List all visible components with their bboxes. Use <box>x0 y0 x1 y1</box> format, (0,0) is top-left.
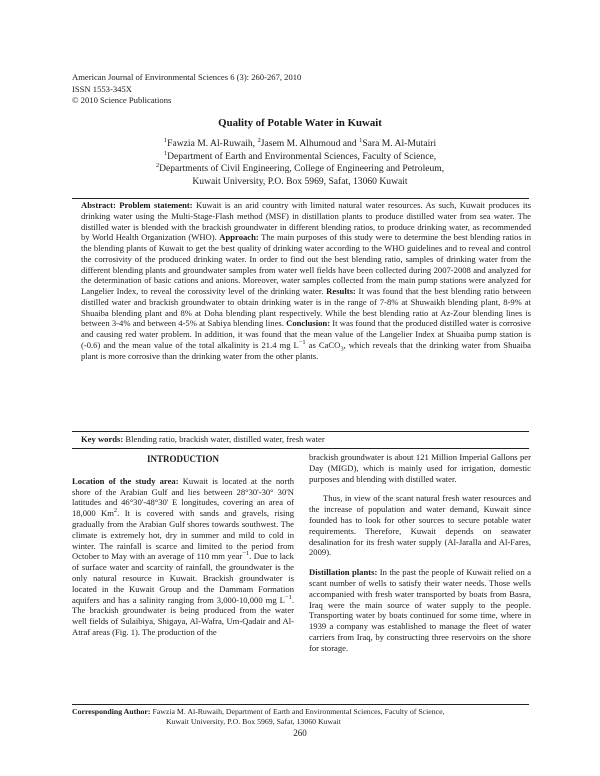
author-1-mark: 1 <box>163 136 168 144</box>
author-names <box>0 138 600 151</box>
problem-statement-label: Problem statement: <box>119 200 193 210</box>
author-block <box>0 138 600 188</box>
location-label: Location of the study area: <box>72 475 179 486</box>
location-paragraph <box>72 476 294 638</box>
location-sup-a: 2 <box>113 507 118 515</box>
footnote-line-2: Kuwait University, P.O. Box 5969, Safat, 13060 Kuwait <box>166 716 341 726</box>
footnote-label: Corresponding Author: <box>72 707 151 716</box>
location-text-b: . It is covered with sands and gravels, rising gradually from the Arabian Gulf shores towards southwest. The climate is extremely hot, dry in summer and mild to cold in winter. The rainfall is scarce and limited to the period from October to May with an average of 110 mm year <box>72 508 294 562</box>
conclusion-label: Conclusion: <box>286 318 331 329</box>
affiliation-2-address: Kuwait University, P.O. Box 5969, Safat, 13060 Kuwait <box>192 175 408 187</box>
distillation-text: In the past the people of Kuwait relied on a scant number of wells to satisfy their water needs. Those wells accompanied with fresh water transported by boats from Basra, Iraq were the main source of water supply to the people. Transporting water by boats continued for some time, where in 1939 a company was established to manage the fleet of water carriers from Iraq, by constructing three reservoirs on the shore for storage. <box>309 567 532 653</box>
distillation-label: Distillation plants: <box>309 567 378 578</box>
footnote-text-1: Fawzia M. Al-Ruwaih, Department of Earth and Environmental Sciences, Faculty of Science, <box>150 707 445 716</box>
affiliation-1 <box>0 151 600 164</box>
author-1: Fawzia M. Al-Ruwaih, <box>167 138 258 149</box>
author-2: Jasem M. Alhumoud and <box>260 138 360 149</box>
problem-statement-text: Kuwait is an arid country with limited natural water resources. As such, Kuwait produces its drinking water using the Multi-Stage-Flash method (MSF) in distillation plants to produce distilled water from sea water. The distilled water is blended with the brackish groundwater in different blending ratios, to produce drinking water, as recommended by World Health Organization (WHO). <box>81 200 531 243</box>
author-2-mark: 2 <box>257 136 261 144</box>
footnote-divider <box>72 704 529 705</box>
results-label: Results: <box>326 286 356 296</box>
journal-citation: American Journal of Environmental Sciences 6 (3): 260-267, 2010 <box>72 72 302 82</box>
journal-copyright: © 2010 Science Publications <box>72 95 172 106</box>
conclusion-text-b: as CaCO <box>305 339 341 350</box>
author-3-mark: 1 <box>359 136 363 144</box>
right-paragraph-1: brackish groundwater is about 121 Million Imperial Gallons per Day (MIGD), which is mainly used for irrigation, domestic purposes and blending with distilled water. <box>309 452 531 484</box>
footnote-line-1 <box>72 707 529 717</box>
results-text: It was found that the best blending ratio between distilled water and brackish groundwater to obtain drinking water is in the range of 7-8% at Shuwaikh blending plant, 8-9% at Shuaiba blending plant and 8% at Doha blending plant respectively. While the best blending ratio at Az-Zour blending lines is between 3-4% and between 4-5% at Sabiya blending lines. <box>81 286 531 329</box>
location-text-d: . The brackish groundwater is being produced from the water well fields of Sulaibiya, Shigaya, Al-Wafra, Um-Qadair and Al-Atraf areas (Fig. 1). The production of the <box>72 594 294 637</box>
affiliation-2 <box>0 163 600 176</box>
affiliation-2-mark: 2 <box>155 162 160 169</box>
location-text-a: Kuwait is located at the north shore of the Arabian Gulf and lies between 28°30'-30° 30'N latitudes and 46°30'-48°30' E longitudes, covering an area of 18,000 Km <box>72 475 295 519</box>
page-number: 260 <box>293 728 307 738</box>
right-column <box>309 452 531 654</box>
paper-title: Quality of Potable Water in Kuwait <box>218 117 382 129</box>
journal-issn: ISSN 1553-345X <box>72 83 132 94</box>
approach-label: Approach: <box>219 232 259 243</box>
right-paragraph-2: Thus, in view of the scant natural fresh water resources and the increase of population and water demand, Kuwait since founded has to look for other sources to secure potable water requirements. Therefore, Kuwait depends on seawater desalination for its fresh water supply (Al-Jaralla and Al-Fares, 2009). <box>309 493 531 558</box>
conclusion-sub: 3 <box>340 345 344 353</box>
approach-text: The main purposes of this study were to determine the best blending ratios in the blending plants of Kuwait to get the best quality of drinking water according to the WHO guidelines and to reveal and control the corrosivity of the produced drinking water. In order to find out the best blending ratio, samples of drinking water from the different blending plants and groundwater samples from water well fields have been collected during 2007-2008 and analyzed for the determination of basic cations and anions. Moreover, water samples collected from the main pump stations were analyzed for Langelier Index, to reveal the corossivity level of the drinking water. <box>81 232 531 296</box>
keywords-label: Key words: <box>81 434 124 444</box>
keywords <box>81 434 325 444</box>
affiliation-1-text: Department of Earth and Environmental Sciences, Faculty of Science, <box>167 150 437 162</box>
conclusion-text-a: It was found that the produced distilled water is corrosive and causing red water problem. In addition, it was found that the mean value of the Langelier Index at Shuaiba pump station is (-0.6) and the mean value of the total alkalinity is 21.4 mg L <box>81 318 531 350</box>
abstract-label: Abstract: <box>81 200 116 210</box>
location-text-c: . Due to lack of surface water and scarcity of rainfall, the groundwater is the only natural resource in Kuwait. Brackish groundwater is located in the Kuwait Group and the Dammam Formation aquifers and has a salinity ranging from 3,000-10,000 mg L <box>72 551 294 605</box>
affiliation-1-mark: 1 <box>163 149 168 157</box>
affiliation-2-text: Departments of Civil Engineering, College of Engineering and Petroleum, <box>159 163 445 175</box>
location-sup-c: −1 <box>284 593 292 601</box>
left-column <box>72 454 294 638</box>
journal-header <box>72 72 301 107</box>
abstract <box>81 200 531 361</box>
conclusion-text-c: , which reveals that the drinking water from Shuaiba plant is more corrosive than the drinking water from the other plants. <box>81 339 531 361</box>
conclusion-sup: −1 <box>298 338 306 346</box>
corresponding-author-footnote <box>72 707 529 726</box>
author-3: Sara M. Al-Mutairi <box>362 138 437 149</box>
keywords-text: Blending ratio, brackish water, distilled water, fresh water <box>123 434 325 444</box>
keywords-divider <box>72 448 529 449</box>
distillation-paragraph <box>309 567 531 653</box>
introduction-heading: INTRODUCTION <box>146 454 219 464</box>
location-sup-b: −1 <box>242 550 250 558</box>
